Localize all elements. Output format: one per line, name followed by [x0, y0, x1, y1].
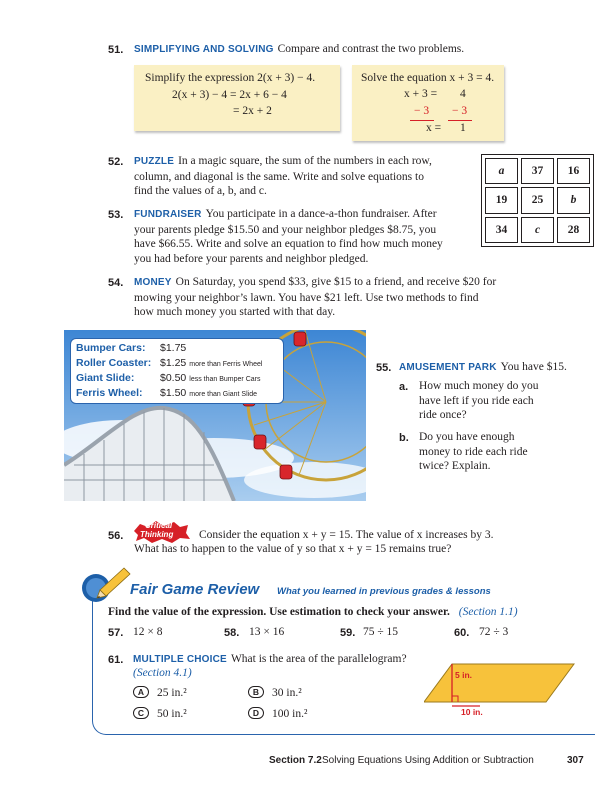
equation-left: x + 3 = — [404, 88, 438, 100]
problem-heading: PUZZLE — [134, 156, 175, 167]
ride-price: $1.75 — [160, 342, 187, 354]
text-line: have $66.55. Write and solve an equation to find how much money — [134, 238, 443, 250]
exercise-expression: 75 ÷ 15 — [363, 626, 399, 638]
choice-value: 30 in.² — [272, 687, 302, 699]
magic-square-cell: c — [521, 217, 554, 243]
problem-heading: FUNDRAISER — [134, 209, 202, 220]
text-line: have left if you ride each — [419, 394, 534, 407]
section-reference: (Section 4.1) — [133, 667, 192, 679]
problem-heading: MULTIPLE CHOICE — [133, 654, 227, 665]
magic-square-cell: 34 — [485, 217, 518, 243]
choice-letter: C — [133, 707, 149, 719]
subtract-left: − 3 — [414, 105, 430, 117]
underline — [448, 120, 472, 121]
footer-section: Section 7.2 — [269, 755, 322, 766]
magic-square-cell: 25 — [521, 187, 554, 213]
problem-53-text — [134, 207, 474, 266]
price-row — [76, 342, 186, 354]
text-line: In a magic square, the sum of the numbers in each row, — [178, 155, 432, 167]
badge-text: Critical — [145, 521, 173, 530]
problem-number: 54. — [108, 277, 124, 289]
base-label: 10 in. — [461, 707, 483, 717]
magic-square-cell: 16 — [557, 158, 590, 184]
text-line: twice? Explain. — [419, 460, 491, 472]
note-line: 2(x + 3) − 4 = 2x + 6 − 4 — [172, 89, 287, 101]
magic-square — [481, 154, 594, 247]
sticky-note-solve — [352, 65, 504, 141]
problem-number: 52. — [108, 156, 124, 168]
text-line: mowing your neighbor’s lawn. You have $21 left. Use two methods to find — [134, 291, 479, 304]
choice-value: 25 in.² — [157, 687, 187, 699]
text-line: What has to happen to the value of y so that x + y = 15 remains true? — [134, 543, 452, 555]
footer-title: Solving Equations Using Addition or Subtraction — [322, 755, 534, 766]
text-line: On Saturday, you spend $33, give $15 to a friend, and receive $20 for — [175, 276, 497, 288]
sticky-note-simplify — [134, 65, 340, 131]
problem-54-text — [134, 275, 594, 320]
exercise-expression: 13 × 16 — [249, 626, 285, 638]
text-line: find the values of a, b, and c. — [134, 185, 267, 197]
text-line: ride once? — [419, 409, 467, 421]
fair-game-review-title: Fair Game Review — [130, 581, 260, 598]
magic-square-cell: 19 — [485, 187, 518, 213]
exercise-number: 59. — [340, 627, 356, 639]
text-line: you had before your parents and neighbor pledged. — [134, 252, 369, 265]
ride-price: $0.50 — [160, 372, 187, 384]
text-line: You participate in a dance-a-thon fundraiser. After — [205, 208, 437, 220]
fair-game-review-subtitle: What you learned in previous grades & lessons — [277, 586, 491, 597]
text-line: Do you have enough — [419, 431, 515, 443]
problem-number: 61. — [108, 654, 124, 666]
magic-square-cell: 37 — [521, 158, 554, 184]
instruction-text: Find the value of the expression. Use estimation to check your answer. — [108, 606, 450, 618]
ride-name: Roller Coaster: — [76, 357, 152, 369]
ride-name: Giant Slide: — [76, 372, 135, 384]
exercise-number: 58. — [224, 627, 240, 639]
answer-choice-d[interactable] — [248, 707, 307, 720]
problem-heading: AMUSEMENT PARK — [399, 362, 497, 373]
problem-number: 53. — [108, 209, 124, 221]
choice-value: 100 in.² — [272, 708, 308, 720]
text-line: money to ride each ride — [419, 445, 528, 458]
exercise-number: 57. — [108, 627, 124, 639]
text-line: column, and diagonal is the same. Write and solve equations to — [134, 170, 424, 183]
problem-number: 56. — [108, 530, 124, 542]
answer-choice-a[interactable] — [133, 686, 187, 699]
note-line: Solve the equation x + 3 = 4. — [361, 72, 495, 84]
choice-letter: D — [248, 707, 264, 719]
problem-51-text — [134, 42, 574, 58]
magic-square-cell: b — [557, 187, 590, 213]
price-note: more than Giant Slide — [189, 391, 257, 398]
choice-letter: B — [248, 686, 264, 698]
underline — [410, 120, 434, 121]
problem-number: 55. — [376, 362, 392, 374]
subtract-right: − 3 — [452, 105, 468, 117]
problem-number: 51. — [108, 44, 124, 56]
ride-name: Ferris Wheel: — [76, 387, 143, 399]
problem-56-text-cont — [134, 542, 594, 557]
choice-value: 50 in.² — [157, 708, 187, 720]
text-line: your parents pledge $15.50 and your neighbor pledges $8.75, you — [134, 223, 437, 236]
price-list — [70, 338, 284, 404]
text-line: how much money you started with that day. — [134, 306, 336, 318]
ride-name: Bumper Cars: — [76, 342, 146, 354]
price-note: more than Ferris Wheel — [189, 361, 263, 368]
price-note: less than Bumper Cars — [189, 376, 261, 383]
price-row — [76, 387, 257, 399]
problem-55-text — [399, 360, 599, 376]
price-row — [76, 372, 260, 384]
problem-statement: Compare and contrast the two problems. — [277, 43, 465, 55]
part-label: a. — [399, 381, 409, 393]
section-reference: (Section 1.1) — [458, 606, 518, 618]
equation-right: 4 — [460, 88, 466, 100]
problem-heading: MONEY — [134, 277, 172, 288]
exercise-number: 60. — [454, 627, 470, 639]
problem-statement: You have $15. — [500, 361, 567, 373]
page-number: 307 — [567, 755, 584, 766]
magic-square-cell: a — [485, 158, 518, 184]
parallelogram-figure — [424, 660, 584, 720]
problem-heading: SIMPLIFYING AND SOLVING — [134, 44, 274, 55]
exercise-expression: 12 × 8 — [133, 626, 163, 638]
badge-text: Thinking — [140, 530, 174, 539]
part-a-text — [419, 379, 579, 423]
price-row — [76, 357, 262, 369]
text-line: Consider the equation x + y = 15. The value of x increases by 3. — [199, 529, 494, 541]
answer-choice-c[interactable] — [133, 707, 187, 720]
problem-statement: What is the area of the parallelogram? — [230, 653, 407, 665]
part-label: b. — [399, 432, 409, 444]
equation-right: 1 — [460, 122, 466, 134]
problem-52-text — [134, 154, 474, 199]
text-line: How much money do you — [419, 380, 539, 392]
note-line: = 2x + 2 — [233, 105, 272, 117]
choice-letter: A — [133, 686, 149, 698]
ride-price: $1.50 — [160, 387, 187, 399]
answer-choice-b[interactable] — [248, 686, 302, 699]
problem-56-text — [199, 528, 599, 543]
note-line: Simplify the expression 2(x + 3) − 4. — [145, 72, 316, 84]
ride-price: $1.25 — [160, 357, 187, 369]
fair-game-instruction — [108, 605, 518, 620]
equation-left: x = — [426, 122, 442, 134]
critical-thinking-badge — [132, 521, 190, 543]
pencil-logo-icon — [80, 566, 132, 606]
height-label: 5 in. — [455, 670, 473, 680]
part-b-text — [419, 430, 579, 474]
exercise-expression: 72 ÷ 3 — [479, 626, 509, 638]
magic-square-cell: 28 — [557, 217, 590, 243]
